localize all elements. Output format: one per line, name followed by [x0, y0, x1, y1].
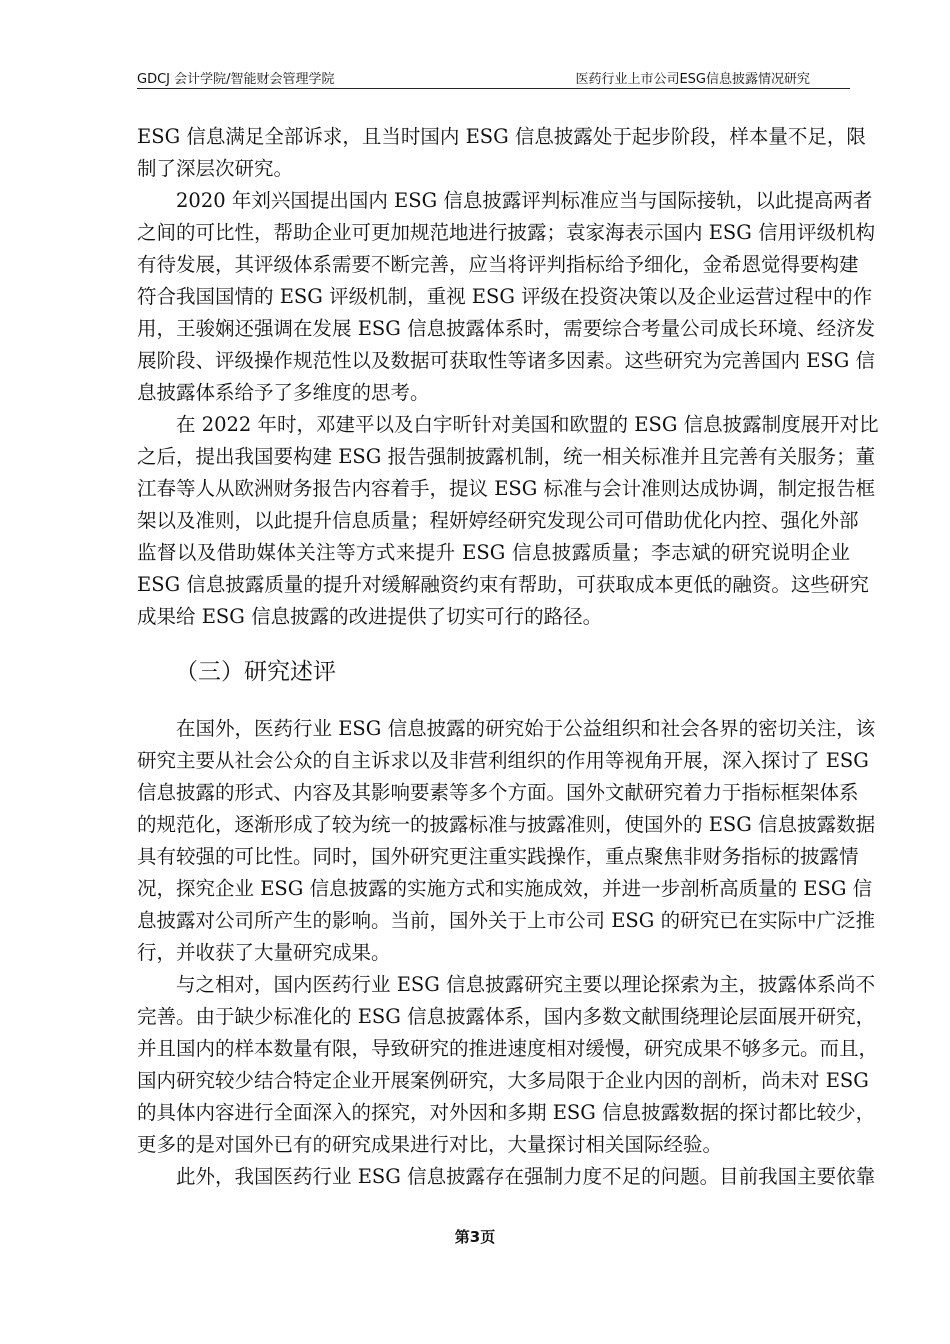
paragraph	[137, 1161, 876, 1193]
header-institution: GDCJ 会计学院/智能财会管理学院	[137, 72, 335, 87]
page-number: 第3页	[454, 1228, 496, 1246]
paragraph	[137, 121, 866, 185]
header-title: 医药行业上市公司ESG信息披露情况研究	[575, 72, 810, 87]
page-header	[137, 64, 850, 89]
text-line: 完善。由于缺少标准化的 ESG 信息披露体系，国内多数文献围绕理论层面展开研究，	[137, 1005, 876, 1028]
text-line: 之间的可比性，帮助企业可更加规范地进行披露；袁家海表示国内 ESG 信用评级机构	[137, 221, 876, 244]
paragraph	[137, 185, 876, 409]
text-line: ESG 信息披露质量的提升对缓解融资约束有帮助，可获取成本更低的融资。这些研究	[137, 573, 869, 596]
document-body	[137, 121, 879, 1193]
text-line: 用，王骏娴还强调在发展 ESG 信息披露体系时，需要综合考量公司成长环境、经济发	[137, 317, 876, 340]
text-line: 2020 年刘兴国提出国内 ESG 信息披露评判标准应当与国际接轨，以此提高两者	[176, 189, 873, 212]
text-line: 息披露对公司所产生的影响。当前，国外关于上市公司 ESG 的研究已在实际中广泛推	[137, 909, 876, 932]
text-line: 江春等人从欧洲财务报告内容着手，提议 ESG 标准与会计准则达成协调，制定报告框	[137, 477, 876, 500]
text-line: 架以及准则，以此提升信息质量；程妍婷经研究发现公司可借助优化内控、强化外部	[137, 509, 859, 532]
paragraph	[137, 409, 879, 633]
text-line: 更多的是对国外已有的研究成果进行对比，大量探讨相关国际经验。	[137, 1133, 723, 1156]
text-line: 符合我国国情的 ESG 评级机制，重视 ESG 评级在投资决策以及企业运营过程中的作	[137, 285, 873, 308]
text-line: 并且国内的样本数量有限，导致研究的推进速度相对缓慢，研究成果不够多元。而且，	[137, 1037, 879, 1060]
text-line: ESG 信息满足全部诉求，且当时国内 ESG 信息披露处于起步阶段，样本量不足，限	[137, 125, 866, 148]
paragraphs-after	[137, 713, 879, 1193]
text-line: 在国外，医药行业 ESG 信息披露的研究始于公益组织和社会各界的密切关注，该	[176, 717, 876, 740]
text-line: 信息披露的形式、内容及其影响要素等多个方面。国外文献研究着力于指标框架体系	[137, 781, 859, 804]
section-heading: （三）研究述评	[175, 659, 336, 685]
text-line: 有待发展，其评级体系需要不断完善，应当将评判指标给予细化，金希恩觉得要构建	[137, 253, 859, 276]
paragraphs-before	[137, 121, 879, 633]
paragraph	[137, 969, 879, 1161]
text-line: 此外，我国医药行业 ESG 信息披露存在强制力度不足的问题。目前我国主要依靠	[176, 1165, 876, 1188]
text-line: 制了深层次研究。	[137, 157, 294, 180]
paragraph	[137, 713, 876, 969]
text-line: 行，并收获了大量研究成果。	[137, 941, 391, 964]
text-line: 具有较强的可比性。同时，国外研究更注重实践操作，重点聚焦非财务指标的披露情	[137, 845, 859, 868]
text-line: 在 2022 年时，邓建平以及白宇昕针对美国和欧盟的 ESG 信息披露制度展开对比	[176, 413, 879, 436]
text-line: 况，探究企业 ESG 信息披露的实施方式和实施成效，并进一步剖析高质量的 ESG 信	[137, 877, 873, 900]
text-line: 国内研究较少结合特定企业开展案例研究，大多局限于企业内因的剖析，尚未对 ESG	[137, 1069, 869, 1092]
text-line: 与之相对，国内医药行业 ESG 信息披露研究主要以理论探索为主，披露体系尚不	[176, 973, 876, 996]
text-line: 研究主要从社会公众的自主诉求以及非营利组织的作用等视角开展，深入探讨了 ESG	[137, 749, 869, 772]
text-line: 监督以及借助媒体关注等方式来提升 ESG 信息披露质量；李志斌的研究说明企业	[137, 541, 850, 564]
text-line: 的规范化，逐渐形成了较为统一的披露标准与披露准则，使国外的 ESG 信息披露数据	[137, 813, 876, 836]
text-line: 成果给 ESG 信息披露的改进提供了切实可行的路径。	[137, 605, 603, 628]
text-line: 的具体内容进行全面深入的探究，对外因和多期 ESG 信息披露数据的探讨都比较少，	[137, 1101, 876, 1124]
text-line: 息披露体系给予了多维度的思考。	[137, 381, 430, 404]
text-line: 之后，提出我国要构建 ESG 报告强制披露机制，统一相关标准并且完善有关服务；董	[137, 445, 876, 468]
text-line: 展阶段、评级操作规范性以及数据可获取性等诸多因素。这些研究为完善国内 ESG 信	[137, 349, 876, 372]
